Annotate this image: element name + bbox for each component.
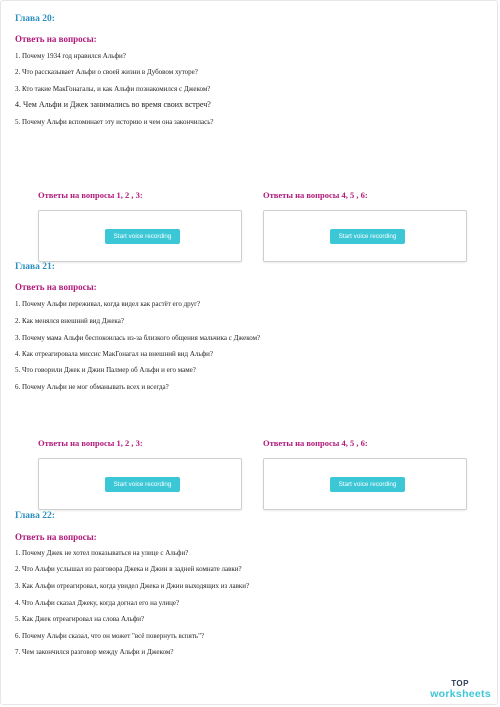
logo-worksheets-text: worksheets xyxy=(430,688,491,700)
chapter-20-question-1: 1. Почему 1934 год нравился Альфи? xyxy=(15,52,126,60)
chapter-21-question-2: 2. Как менялся внешний вид Джека? xyxy=(15,317,124,325)
chapter-21-question-1: 1. Почему Альфи переживал, когда видел как растёт его друг? xyxy=(15,300,201,308)
chapter-20-recorder-2 xyxy=(263,210,467,262)
chapter-20-recorder-1 xyxy=(38,210,242,262)
chapter-22-prompt: Ответь на вопросы: xyxy=(15,532,97,542)
chapter-22-question-3: 3. Как Альфи отреагировал, когда увидел Джека и Джин выходящих из лавки? xyxy=(15,582,250,590)
chapter-22-question-6: 6. Почему Альфи сказал, что он может "всё повернуть вспять"? xyxy=(15,632,205,640)
chapter-21-question-5: 5. Что говорили Джек и Джин Палмер об Альфи и его маме? xyxy=(15,366,196,374)
chapter-22-question-1: 1. Почему Джек не хотел показываться на улице с Альфи? xyxy=(15,549,189,557)
chapter-21-question-6: 6. Почему Альфи не мог обманывать всех и всегда? xyxy=(15,383,169,391)
chapter-21-recorder-2 xyxy=(263,458,467,510)
chapter-21-recorder-1 xyxy=(38,458,242,510)
topworksheets-logo xyxy=(430,679,491,700)
chapter-20-question-3: 3. Кто такие МакГонагалы, и как Альфи познакомился с Джеком? xyxy=(15,85,211,93)
chapter-20-answers-4-6-label: Ответы на вопросы 4, 5 , 6: xyxy=(263,190,368,200)
chapter-20-question-5: 5. Почему Альфи вспоминает эту историю и чем она закончилась? xyxy=(15,118,214,126)
chapter-20-question-2: 2. Что рассказывает Альфи о своей жизни в Дубовом хуторе? xyxy=(15,68,198,76)
chapter-21-answers-4-6-label: Ответы на вопросы 4, 5 , 6: xyxy=(263,438,368,448)
start-voice-recording-button[interactable]: Start voice recording xyxy=(105,229,180,244)
start-voice-recording-button[interactable]: Start voice recording xyxy=(105,477,180,492)
chapter-20-answers-1-3-label: Ответы на вопросы 1, 2 , 3: xyxy=(38,190,143,200)
chapter-21-answers-1-3-label: Ответы на вопросы 1, 2 , 3: xyxy=(38,438,143,448)
chapter-22-question-5: 5. Как Джек отреагировал на слова Альфи? xyxy=(15,615,145,623)
chapter-21-prompt: Ответь на вопросы: xyxy=(15,282,97,292)
chapter-21-question-4: 4. Как отреагировала миссис МакГонагал на внешний вид Альфи? xyxy=(15,350,213,358)
chapter-20-question-4: 4. Чем Альфи и Джек занимались во время своих встреч? xyxy=(15,100,211,109)
start-voice-recording-button[interactable]: Start voice recording xyxy=(330,229,405,244)
chapter-21-question-3: 3. Почему мама Альфи беспокоилась из-за близкого общения мальчика с Джеком? xyxy=(15,334,261,342)
chapter-22-question-2: 2. Что Альфи услышал из разговора Джека и Джин в задней комнате лавки? xyxy=(15,565,242,573)
start-voice-recording-button[interactable]: Start voice recording xyxy=(330,477,405,492)
chapter-22-title: Глава 22: xyxy=(15,511,55,521)
chapter-22-question-4: 4. Что Альфи сказал Джеку, когда догнал его на улице? xyxy=(15,599,180,607)
chapter-21-title: Глава 21: xyxy=(15,262,55,272)
logo-top-text: TOP xyxy=(451,679,469,688)
chapter-22-question-7: 7. Чем закончился разговор между Альфи и Джеком? xyxy=(15,648,174,656)
chapter-20-prompt: Ответь на вопросы: xyxy=(15,34,97,44)
chapter-20-title: Глава 20: xyxy=(15,14,55,24)
